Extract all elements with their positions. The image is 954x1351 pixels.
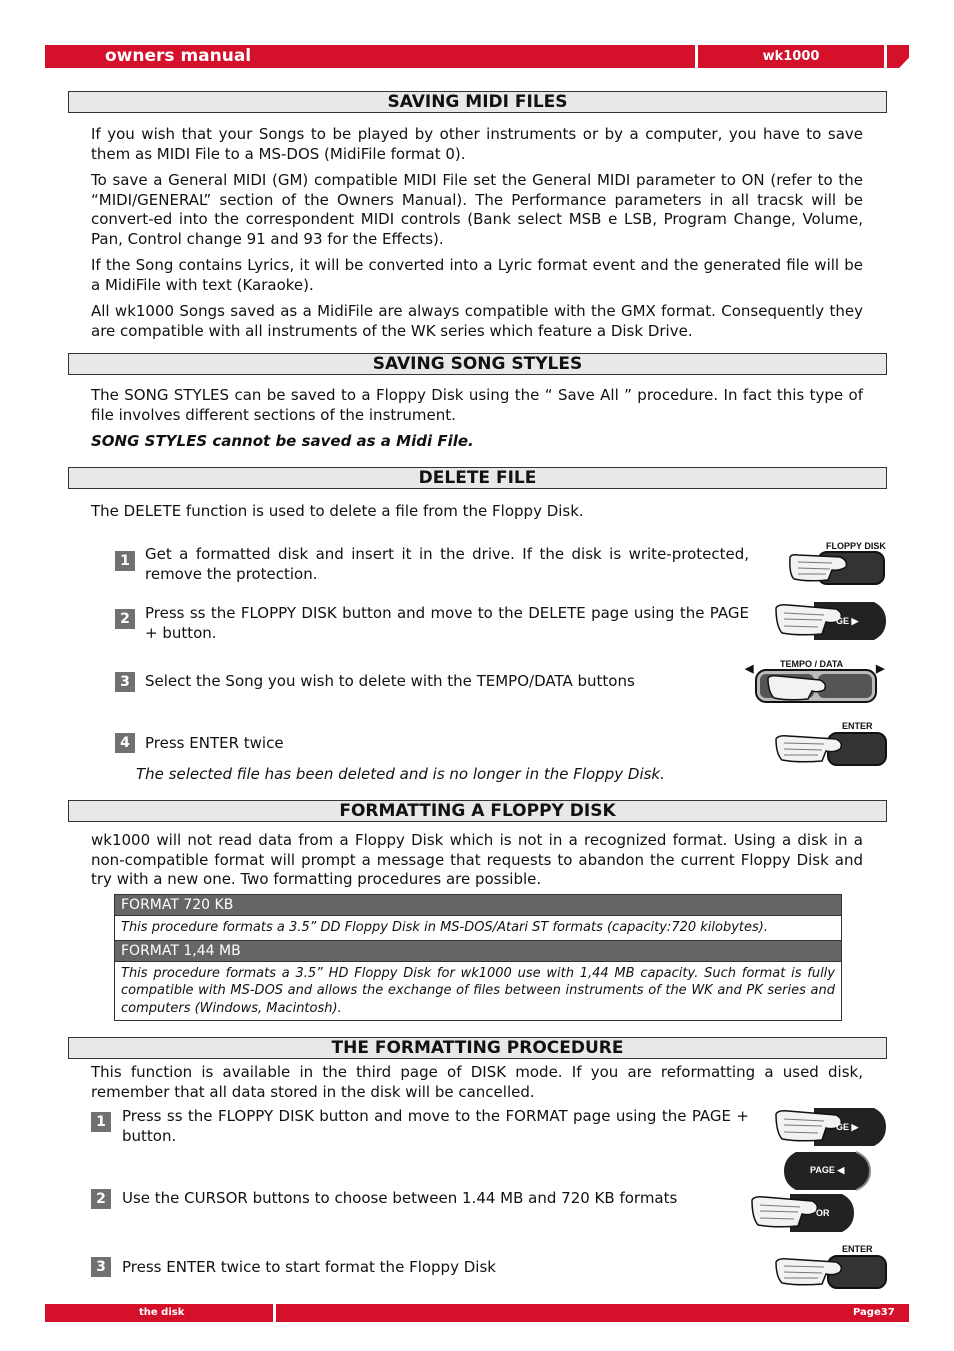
model-name: wk1000 xyxy=(762,49,820,64)
page-plus-button-icon xyxy=(774,1106,888,1148)
result-text: The selected file has been deleted and is no longer in the Floppy Disk. xyxy=(136,765,665,783)
step-text: Press ss the FLOPPY DISK button and move to the FORMAT page using the PAGE + button. xyxy=(122,1107,749,1145)
paragraph: To save a General MIDI (GM) compatible MIDI File set the General MIDI parameter to ON (refer to the “MIDI/GENERAL” section of the Owners Manual). The Performance parameters in all tracsk will be convert-ed into the correspondent MIDI controls (Bank select MSB e LSB, Program Change, Volume, Pan, Control change 91 and 93 for the Effects). xyxy=(91,171,863,248)
step-text: Use the CURSOR buttons to choose between 1.44 MB and 720 KB formats xyxy=(122,1189,678,1207)
cursor-label: OR xyxy=(816,1208,830,1218)
enter-button-icon xyxy=(774,731,888,767)
cursor-button-icon xyxy=(750,1192,856,1234)
floppy-disk-button-icon xyxy=(788,550,888,586)
step-number: 1 xyxy=(115,551,135,571)
step-text: Press ss the FLOPPY DISK button and move to the DELETE page using the PAGE + button. xyxy=(145,604,749,642)
enter-label: ENTER xyxy=(842,1244,873,1254)
step-text: Get a formatted disk and insert it in the drive. If the disk is write-protected, remove the protection. xyxy=(145,545,749,583)
section-title-delete: DELETE FILE xyxy=(68,467,887,489)
step-number: 2 xyxy=(115,609,135,629)
section-title-saving-midi: SAVING MIDI FILES xyxy=(68,91,887,113)
page-minus-label: PAGE ◀ xyxy=(810,1165,845,1175)
header-corner-tab xyxy=(887,45,909,68)
table-header: FORMAT 1,44 MB xyxy=(115,941,841,961)
arrow-left-icon: ◀ xyxy=(745,663,754,675)
step-number: 1 xyxy=(91,1112,111,1132)
tempo-data-button-icon xyxy=(754,668,878,704)
page-plus-label: GE ▶ xyxy=(836,1122,859,1132)
section-title-saving-styles: SAVING SONG STYLES xyxy=(68,353,887,375)
footer-bar xyxy=(276,1304,909,1322)
table-header: FORMAT 720 KB xyxy=(115,895,841,915)
step-number: 3 xyxy=(91,1257,111,1277)
step-number: 2 xyxy=(91,1189,111,1209)
step-number: 4 xyxy=(115,733,135,753)
paragraph: All wk1000 Songs saved as a MidiFile are always compatible with the GMX format. Consequently they are compatible with all instruments of the WK series which feature a Disk Drive. xyxy=(91,302,863,340)
paragraph: The DELETE function is used to delete a file from the Floppy Disk. xyxy=(91,502,584,520)
footer-chapter: the disk xyxy=(139,1307,185,1318)
paragraph: wk1000 will not read data from a Floppy Disk which is not in a recognized format. Using a disk in a non-compatible format will prompt a message that requests to abandon the current Floppy Disk and try with a new one. Two formatting procedures are possible. xyxy=(91,831,863,888)
arrow-right-icon: ▶ xyxy=(876,663,885,675)
enter-button-icon xyxy=(774,1254,888,1290)
page-plus-label: GE ▶ xyxy=(836,616,859,626)
section-title-procedure: THE FORMATTING PROCEDURE xyxy=(68,1037,887,1059)
table-cell: This procedure formats a 3.5” DD Floppy Disk in MS-DOS/Atari ST formats (capacity:720 kilobytes). xyxy=(115,915,841,941)
table-cell: This procedure formats a 3.5” HD Floppy Disk for wk1000 use with 1,44 MB capacity. Such format is fully compatible with MS-DOS and allows the exchange of files between instruments of the WK and PK series and computers (Windows, Macintosh). xyxy=(115,961,841,1021)
floppy-disk-label: FLOPPY DISK xyxy=(826,541,886,551)
paragraph: If the Song contains Lyrics, it will be converted into a Lyric format event and the generated file will be a MidiFile with text (Karaoke). xyxy=(91,256,863,294)
step-text: Press ENTER twice xyxy=(145,734,284,752)
page-number: Page37 xyxy=(853,1307,895,1318)
paragraph: This function is available in the third page of DISK mode. If you are reformatting a used disk, remember that all data stored in the disk will be cancelled. xyxy=(91,1063,863,1101)
section-title-formatting: FORMATTING A FLOPPY DISK xyxy=(68,800,887,822)
note: SONG STYLES cannot be saved as a Midi File. xyxy=(91,432,474,450)
step-text: Select the Song you wish to delete with the TEMPO/DATA buttons xyxy=(145,672,635,690)
format-table xyxy=(114,894,842,1021)
page-plus-button-icon xyxy=(774,600,888,642)
step-number: 3 xyxy=(115,672,135,692)
paragraph: If you wish that your Songs to be played by other instruments or by a computer, you have to save them as MIDI File to a MS-DOS (MidiFile format 0). xyxy=(91,125,863,163)
step-text: Press ENTER twice to start format the Floppy Disk xyxy=(122,1258,496,1276)
paragraph: The SONG STYLES can be saved to a Floppy Disk using the “ Save All ” procedure. In fact this type of file involves different sections of the instrument. xyxy=(91,386,863,424)
enter-label: ENTER xyxy=(842,721,873,731)
manual-title: owners manual xyxy=(105,46,252,66)
tempo-data-label: TEMPO / DATA xyxy=(780,659,844,669)
